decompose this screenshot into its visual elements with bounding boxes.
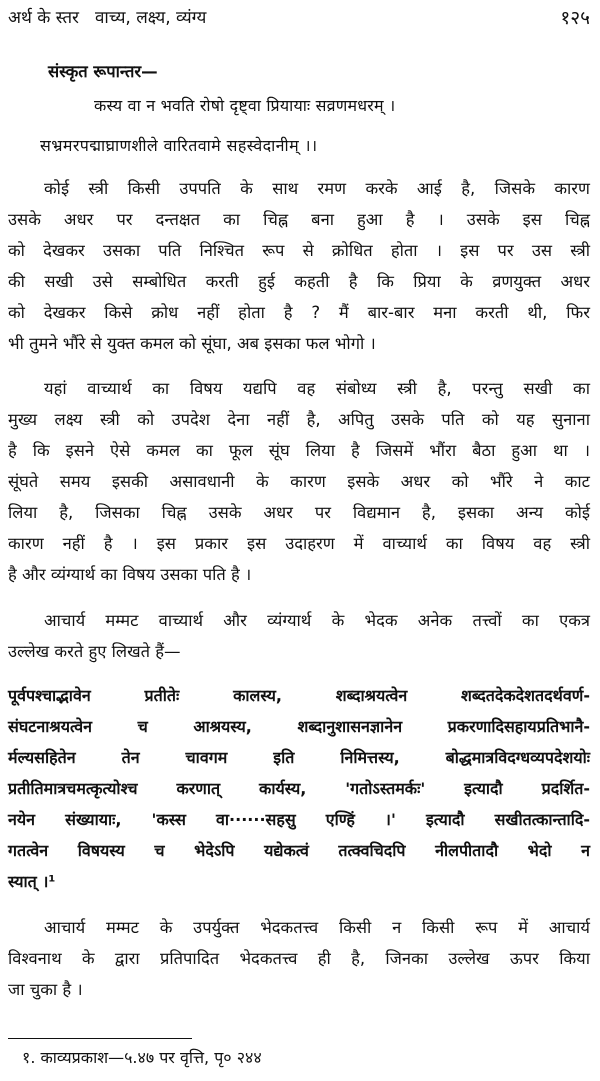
para2-line-5: लिया है, जिसका चिह्न उसके अधर पर विद्यमान है, इसका अन्य कोई — [8, 503, 590, 522]
para2-line-4: सूंघते समय इसकी असावधानी के कारण इसके अधर को भौंरे ने काट — [8, 472, 590, 491]
para2-line-3: है कि इसने ऐसे कमल का फूल सूंघ लिया है जिसमें भौंरा बैठा हुआ था । — [8, 441, 590, 460]
verse-line-2: सभ्रमरपद्माघ्राणशीले वारितवामे सहस्वेदानीम् ।। — [40, 136, 318, 155]
quote-line-7: स्यात् ।¹ — [8, 872, 56, 891]
quote-line-5: नयेन संख्यायाः, 'कस्स वा······सहसु एण्हिं ।' इत्यादौ सखीतत्कान्तादि- — [8, 810, 590, 829]
footnote: १. काव्यप्रकाश—५.४७ पर वृत्ति, पृ० २४४ — [22, 1048, 262, 1067]
para4-line-1: आचार्य मम्मट के उपर्युक्त भेदकतत्त्व किसी न किसी रूप में आचार्य — [44, 918, 590, 937]
chapter-subtitle: वाच्य, लक्ष्य, व्यंग्य — [94, 8, 207, 28]
running-title — [8, 4, 206, 32]
running-header — [8, 4, 590, 32]
para1-line-2: उसके अधर पर दन्तक्षत का चिह्न बना हुआ है । उसके इस चिह्न — [8, 210, 590, 229]
chapter-title: अर्थ के स्तर — [8, 8, 79, 28]
para2-line-6: कारण नहीं है । इस प्रकार इस उदाहरण में वाच्यार्थ का विषय वह स्त्री — [8, 534, 590, 553]
para2-line-1: यहां वाच्यार्थ का विषय यद्यपि वह संबोध्य स्त्री है, परन्तु सखी का — [44, 379, 590, 398]
quote-line-4: प्रतीतिमात्रचमत्कृत्योश्च करणात् कार्यस्य, 'गतोऽस्तमर्कः' इत्यादौ प्रदर्शित- — [8, 779, 590, 798]
quote-line-2: संघटनाश्रयत्वेन च आश्रयस्य, शब्दानुशासनज्ञानेन प्रकरणादिसहायप्रतिभानै- — [8, 717, 590, 736]
para1-line-4: की सखी उसे सम्बोधित करती हुई कहती है कि प्रिया के व्रणयुक्त अधर — [8, 272, 590, 291]
para1-line-1: कोई स्त्री किसी उपपति के साथ रमण करके आई है, जिसके कारण — [44, 179, 590, 198]
para1-line-5: को देखकर किसे क्रोध नहीं होता है ? मैं बार-बार मना करती थी, फिर — [8, 303, 590, 322]
footnote-divider — [8, 1038, 192, 1039]
para1-line-3: को देखकर उसका पति निश्चित रूप से क्रोधित होता । इस पर उस स्त्री — [8, 241, 590, 260]
verse-line-1: कस्य वा न भवति रोषो दृष्ट्वा प्रियायाः सव्रणमधरम् । — [94, 96, 396, 115]
quote-line-3: र्मल्यसहितेन तेन चावगम इति निमित्तस्य, बोद्धमात्रविदग्धव्यपदेशयोः — [8, 748, 590, 767]
para4-line-2: विश्वनाथ के द्वारा प्रतिपादित भेदकतत्त्व ही है, जिनका उल्लेख ऊपर किया — [8, 949, 590, 968]
para2-line-7: है और व्यंग्यार्थ का विषय उसका पति है । — [8, 565, 252, 584]
page-number: १२५ — [560, 7, 590, 29]
rupantar-label: संस्कृत रूपान्तर— — [48, 62, 158, 81]
quote-line-1: पूर्वपश्चाद्भावेन प्रतीतेः कालस्य, शब्दाश्रयत्वेन शब्दतदेकदेशतदर्थवर्ण- — [8, 686, 590, 705]
quote-line-6: गतत्वेन विषयस्य च भेदेऽपि यद्येकत्वं तत्क्वचिदपि नीलपीतादौ भेदो न — [8, 841, 590, 860]
para3-line-2: उल्लेख करते हुए लिखते हैं— — [8, 642, 181, 661]
para2-line-2: मुख्य लक्ष्य स्त्री को उपदेश देना नहीं है, अपितु उसके पति को यह सुनाना — [8, 410, 590, 429]
para3-line-1: आचार्य मम्मट वाच्यार्थ और व्यंग्यार्थ के भेदक अनेक तत्त्वों का एकत्र — [44, 611, 590, 630]
para1-line-6: भी तुमने भौंरे से युक्त कमल को सूंघा, अब इसका फल भोगो । — [8, 334, 376, 353]
para4-line-3: जा चुका है । — [8, 980, 83, 999]
